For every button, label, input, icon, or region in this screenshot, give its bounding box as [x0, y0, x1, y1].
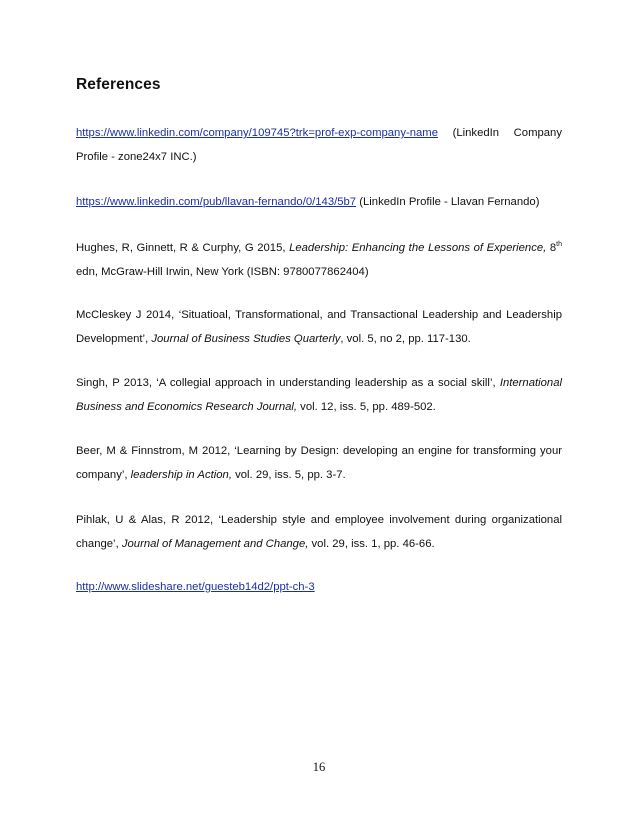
reference-journal: Journal of Management and Change,: [121, 538, 309, 550]
reference-singh: [76, 371, 562, 419]
linkedin-profile-link[interactable]: https://www.linkedin.com/pub/llavan-fernando/0/143/5b7: [76, 196, 357, 208]
reference-journal: Journal of Business Studies Quarterly: [151, 333, 341, 345]
references-heading: References: [76, 76, 161, 93]
reference-linkedin-company: [76, 121, 562, 169]
reference-journal: leadership in Action,: [130, 469, 232, 481]
reference-title: Leadership: Enhancing the Lessons of Experience,: [289, 242, 547, 254]
slideshare-link[interactable]: http://www.slideshare.net/guesteb14d2/ppt-ch-3: [76, 581, 315, 593]
reference-authors: McCleskey J 2014, ‘Situatioal, Transformational, and Transactional Leadership and Leadership Development’,: [76, 309, 562, 345]
reference-publisher: edn, McGraw-Hill Irwin, New York (ISBN: 9780077862404): [76, 266, 369, 278]
reference-pihlak: [76, 508, 562, 556]
reference-volume: vol. 12, iss. 5, pp. 489-502.: [297, 401, 436, 413]
reference-slideshare: [76, 575, 562, 599]
reference-text: (LinkedIn Company Profile - zone24x7 INC.): [76, 127, 562, 163]
reference-journal: International Business and Economics Research Journal,: [76, 377, 562, 413]
reference-mccleskey: [76, 303, 562, 351]
reference-authors: Pihlak, U & Alas, R 2012, ‘Leadership style and employee involvement during organizational change’,: [76, 514, 562, 550]
reference-volume: vol. 29, iss. 1, pp. 46-66.: [308, 538, 435, 550]
reference-authors: Beer, M & Finnstrom, M 2012, ‘Learning by Design: developing an engine for transforming your company’,: [76, 445, 562, 481]
reference-text: (LinkedIn Profile - Llavan Fernando): [356, 196, 540, 208]
linkedin-company-link[interactable]: https://www.linkedin.com/company/109745?trk=prof-exp-company-name: [76, 127, 438, 139]
reference-edition: 8: [546, 242, 557, 254]
reference-beer: [76, 439, 562, 487]
reference-hughes: [76, 236, 562, 284]
reference-volume: , vol. 5, no 2, pp. 117-130.: [340, 333, 471, 345]
reference-edition-suffix: th: [556, 241, 563, 249]
page-number: 16: [312, 760, 326, 774]
reference-authors: Hughes, R, Ginnett, R & Curphy, G 2015,: [76, 242, 290, 254]
reference-authors: Singh, P 2013, ‘A collegial approach in understanding leadership as a social skill’,: [76, 377, 500, 389]
reference-volume: vol. 29, iss. 5, pp. 3-7.: [231, 469, 346, 481]
reference-linkedin-profile: [76, 190, 562, 214]
